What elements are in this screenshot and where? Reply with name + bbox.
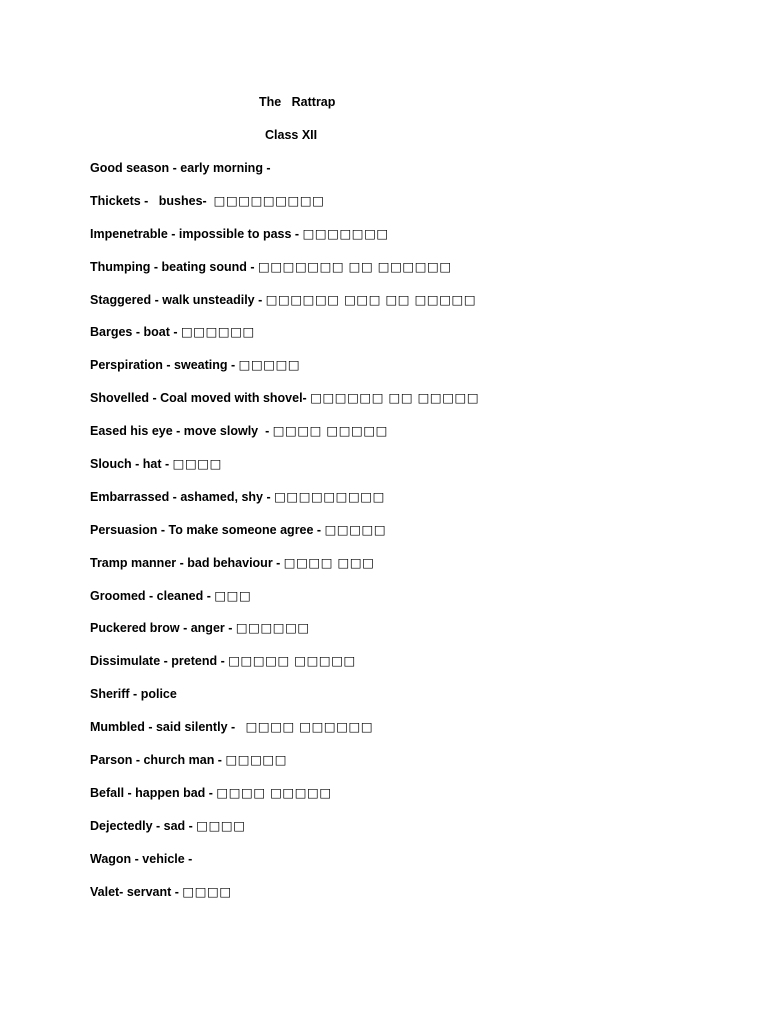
vocabulary-entry: [90, 324, 479, 357]
entry-gloss: □□□□□□□□□: [274, 488, 385, 504]
entry-gloss: □□□□□□□ □□ □□□□□□: [258, 258, 452, 274]
vocabulary-entry: [90, 851, 479, 884]
entry-gloss: □□□□□□□: [302, 225, 389, 241]
entry-text: Wagon - vehicle -: [90, 851, 193, 866]
vocabulary-entry: [90, 785, 479, 818]
entry-text: Dissimulate - pretend -: [90, 654, 229, 669]
entry-gloss: □□□□ □□□: [283, 554, 375, 570]
entry-text: Good season - early morning -: [90, 161, 271, 175]
entry-text: Sheriff - police: [90, 687, 177, 702]
vocabulary-entry: [90, 522, 479, 555]
entry-gloss: □□□□□□□□□: [213, 192, 325, 208]
entry-text: Mumbled - said silently -: [90, 720, 246, 735]
document-subtitle: Class XII: [265, 128, 318, 142]
entry-gloss: □□□□□□ □□□ □□ □□□□□: [265, 291, 477, 307]
entry-text: Slouch - hat -: [90, 457, 173, 472]
vocabulary-entry: [90, 686, 479, 719]
vocabulary-entry: [90, 390, 479, 423]
vocabulary-entry: [90, 489, 479, 522]
entry-text: Impenetrable - impossible to pass -: [90, 226, 303, 241]
entry-gloss: □□□: [214, 587, 252, 603]
entry-text: Barges - boat -: [90, 325, 181, 340]
entry-gloss: □□□□: [182, 883, 232, 899]
vocabulary-entry: [90, 226, 479, 259]
vocabulary-entry: [90, 357, 479, 390]
vocabulary-entry: [90, 653, 479, 686]
entry-gloss: □□□□□□: [235, 620, 310, 636]
vocabulary-entry: [90, 259, 479, 292]
entry-text: Thickets - bushes-: [90, 193, 214, 208]
vocabulary-entry: [90, 555, 479, 588]
vocabulary-entry: [90, 423, 479, 456]
vocabulary-entry: [90, 719, 479, 752]
entry-text: Tramp manner - bad behaviour -: [90, 555, 284, 570]
entry-text: Puckered brow - anger -: [90, 621, 236, 636]
entry-text: Dejectedly - sad -: [90, 818, 197, 833]
entry-gloss: □□□□□: [238, 357, 301, 373]
vocabulary-entry: [90, 193, 479, 226]
entry-text: Embarrassed - ashamed, shy -: [90, 489, 275, 504]
entry-text: Befall - happen bad -: [90, 785, 217, 800]
entry-gloss: □□□□□: [225, 752, 288, 768]
vocabulary-entry: [90, 456, 479, 489]
entry-text: Staggered - walk unsteadily -: [90, 292, 266, 307]
entry-gloss: □□□□: [172, 456, 222, 472]
entry-gloss: □□□□□: [324, 521, 387, 537]
vocabulary-entry: [90, 588, 479, 621]
entry-gloss: □□□□□ □□□□□: [228, 653, 356, 669]
entry-text: Persuasion - To make someone agree -: [90, 522, 325, 537]
document-title: The Rattrap: [259, 95, 336, 109]
vocabulary-entry: [90, 620, 479, 653]
entry-text: Shovelled - Coal moved with shovel-: [90, 391, 311, 406]
entry-gloss: □□□□□□ □□ □□□□□: [310, 390, 480, 406]
vocabulary-entry: [90, 884, 479, 917]
entry-gloss: □□□□ □□□□□: [216, 784, 332, 800]
entry-text: Groomed - cleaned -: [90, 588, 215, 603]
vocabulary-list: [90, 160, 479, 916]
entry-gloss: □□□□□□: [181, 324, 255, 340]
entry-text: Parson - church man -: [90, 753, 226, 768]
entry-text: Perspiration - sweating -: [90, 358, 239, 373]
entry-text: Valet- servant -: [90, 884, 183, 899]
entry-gloss: □□□□ □□□□□: [272, 423, 388, 439]
entry-gloss: □□□□: [196, 817, 246, 833]
vocabulary-entry: [90, 818, 479, 851]
entry-text: Thumping - beating sound -: [90, 259, 259, 274]
vocabulary-entry: [90, 160, 479, 193]
entry-gloss: □□□□ □□□□□□: [245, 719, 374, 735]
vocabulary-entry: [90, 292, 479, 325]
vocabulary-entry: [90, 752, 479, 785]
entry-text: Eased his eye - move slowly -: [90, 424, 273, 439]
